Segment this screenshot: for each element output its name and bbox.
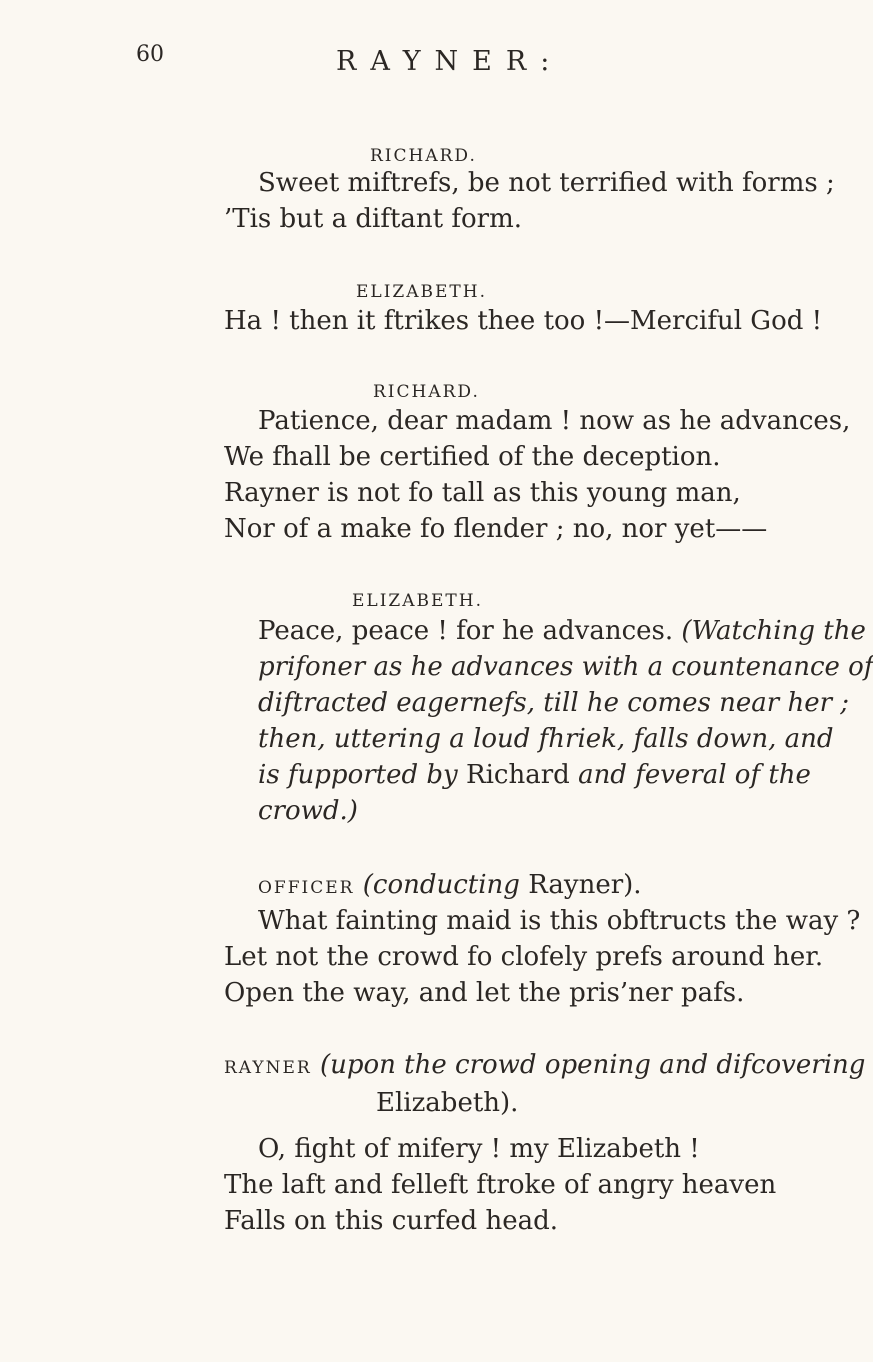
stage-direction: (conducting [362, 870, 520, 900]
page-number: 60 [136, 42, 164, 67]
verse-line: ’Tis but a diftant form. [224, 204, 523, 234]
speaker-name: RAYNER [224, 1058, 312, 1078]
verse-line: Patience, dear madam ! now as he advances, [258, 406, 851, 436]
running-title: RAYNER: [336, 46, 564, 77]
speaker-name: OFFICER [258, 878, 355, 898]
speaker-name: ELIZABETH. [352, 591, 483, 611]
verse-line: Sweet miftrefs, be not terrified with forms ; [258, 168, 835, 198]
page-header [136, 42, 696, 82]
stage-direction: and feveral of the [578, 760, 811, 790]
verse-line: Open the way, and let the pris’ner pafs. [224, 978, 745, 1008]
character-name: Rayner). [528, 870, 642, 900]
stage-direction: is fupported by [258, 760, 458, 790]
verse-line: We fhall be certified of the deception. [224, 442, 721, 472]
speaker-heading [258, 870, 642, 900]
stage-direction-line: prifoner as he advances with a countenance of [258, 652, 873, 682]
verse-line: O, fight of mifery ! my Elizabeth ! [258, 1134, 700, 1164]
stage-direction: (Watching the [681, 616, 866, 646]
character-name: Elizabeth). [376, 1088, 519, 1118]
verse-line [258, 616, 866, 646]
verse-line: Rayner is not fo tall as this young man, [224, 478, 741, 508]
stage-direction-line: crowd.) [258, 796, 358, 826]
verse-line: Nor of a make fo flender ; no, nor yet—— [224, 514, 768, 544]
verse-line: The laft and felleft ftroke of angry heaven [224, 1170, 777, 1200]
stage-direction-line: diftracted eagernefs, till he comes near her ; [258, 688, 850, 718]
stage-direction: (upon the crowd opening and difcovering [319, 1050, 866, 1080]
speaker-name: RICHARD. [370, 146, 477, 166]
verse-line: Falls on this curfed head. [224, 1206, 558, 1236]
speaker-name: ELIZABETH. [356, 282, 487, 302]
verse-line: Ha ! then it ftrikes thee too !—Merciful God ! [224, 306, 823, 336]
stage-direction-line [258, 760, 811, 790]
speaker-heading [224, 1050, 865, 1080]
verse-line: Let not the crowd fo clofely prefs around her. [224, 942, 824, 972]
stage-direction-line: then, uttering a loud fhriek, falls down, and [258, 724, 834, 754]
speaker-name: RICHARD. [373, 382, 480, 402]
character-name: Richard [466, 760, 570, 790]
verse-line: What fainting maid is this obftructs the way ? [258, 906, 861, 936]
spoken-text: Peace, peace ! for he advances. [258, 616, 674, 646]
